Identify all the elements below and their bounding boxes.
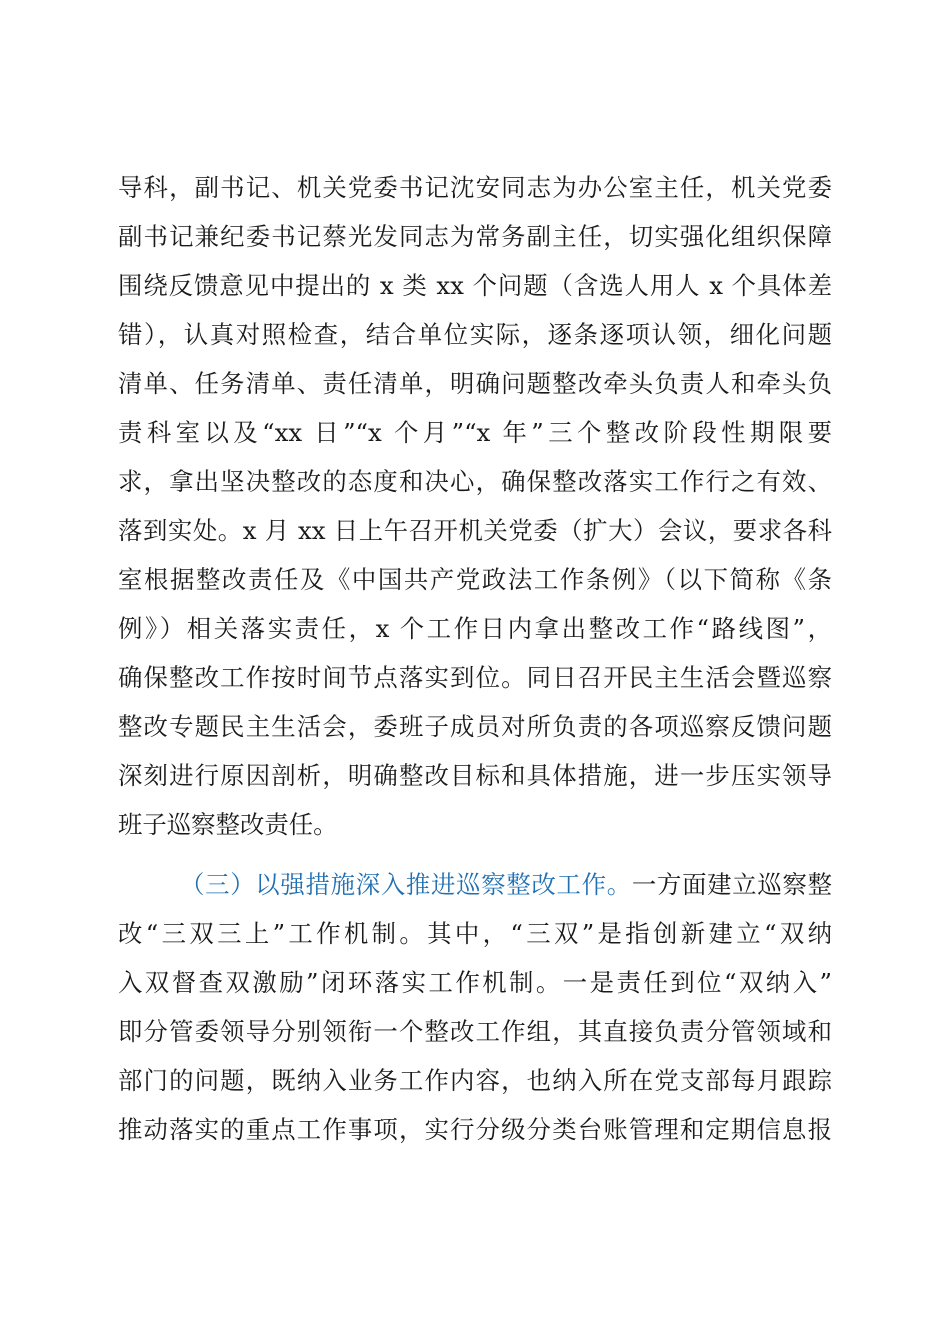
paragraph-line: 例》）相关落实责任，x 个工作日内拿出整改工作“路线图”， [118,614,832,643]
paragraph-line: 副书记兼纪委书记蔡光发同志为常务副主任，切实强化组织保障 [118,222,832,251]
paragraph-line: 整改专题民主生活会，委班子成员对所负责的各项巡察反馈问题 [118,712,832,741]
paragraph-line: 改“三双三上”工作机制。其中，“三双”是指创新建立“双纳 [118,919,832,948]
section-heading: （三）以强措施深入推进巡察整改工作。 [180,870,632,899]
paragraph-line: 落到实处。x 月 xx 日上午召开机关党委（扩大）会议，要求各科 [118,516,832,545]
paragraph-line: 推动落实的重点工作事项，实行分级分类台账管理和定期信息报 [118,1115,832,1144]
paragraph-line: 责科室以及“xx 日”“x 个月”“x 年”三个整改阶段性期限要 [118,418,832,447]
paragraph-text: 一方面建立巡察整 [631,870,832,899]
paragraph-line: 清单、任务清单、责任清单，明确问题整改牵头负责人和牵头负 [118,369,832,398]
paragraph-line: 错），认真对照检查，结合单位实际，逐条逐项认领，细化问题 [118,320,832,349]
paragraph-line: 入双督查双激励”闭环落实工作机制。一是责任到位“双纳入” [118,968,832,997]
paragraph-line: 部门的问题，既纳入业务工作内容，也纳入所在党支部每月跟踪 [118,1066,832,1095]
paragraph-line: 室根据整改责任及《中国共产党政法工作条例》（以下简称《条 [118,565,832,594]
paragraph-line: 围绕反馈意见中提出的 x 类 xx 个问题（含选人用人 x 个具体差 [118,271,832,300]
paragraph-line: 确保整改工作按时间节点落实到位。同日召开民主生活会暨巡察 [118,663,832,692]
paragraph-2 [118,860,832,1154]
paragraph-line: 导科，副书记、机关党委书记沈安同志为办公室主任，机关党委 [118,173,832,202]
paragraph-line: 求，拿出坚决整改的态度和决心，确保整改落实工作行之有效、 [118,467,832,496]
paragraph-1 [118,163,832,849]
paragraph-line: 班子巡察整改责任。 [118,810,338,839]
paragraph-line: 深刻进行原因剖析，明确整改目标和具体措施，进一步压实领导 [118,761,832,790]
paragraph-first-line [118,860,832,909]
paragraph-line: 即分管委领导分别领衔一个整改工作组，其直接负责分管领域和 [118,1017,832,1046]
